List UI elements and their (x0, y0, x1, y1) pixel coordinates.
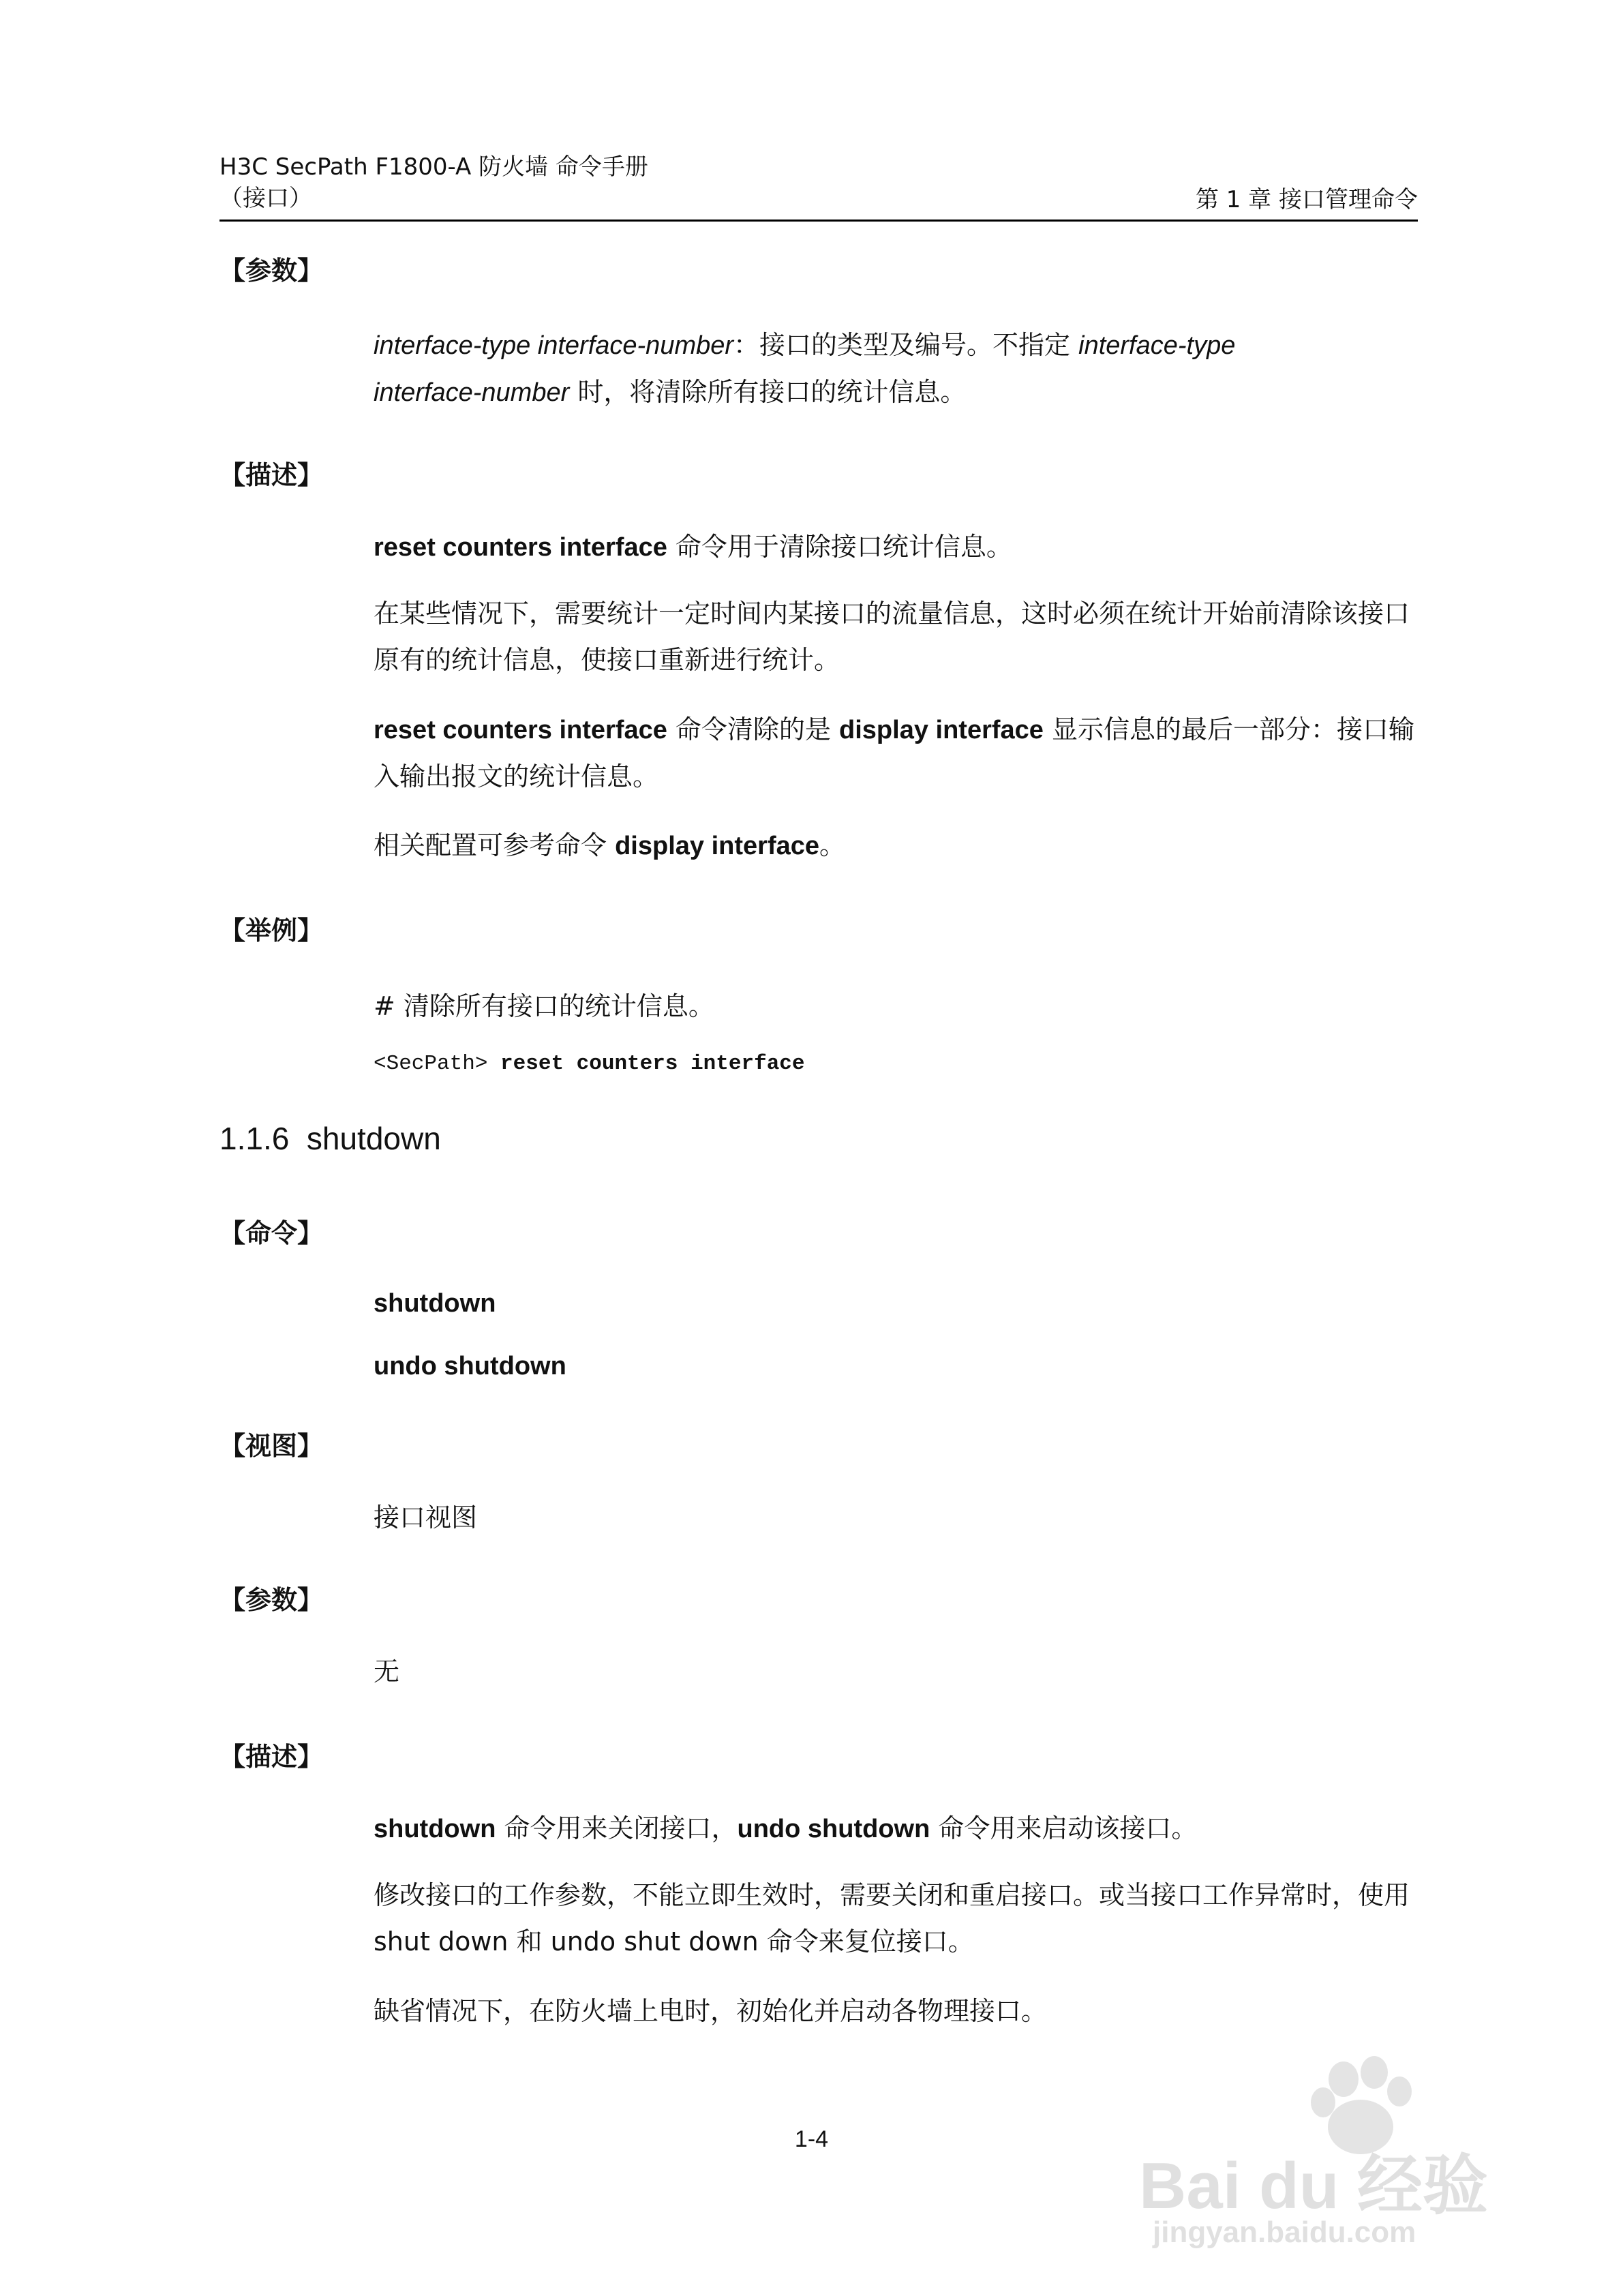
manual-subtitle: （接口） (219, 185, 312, 212)
watermark-logo (1139, 2052, 1562, 2256)
command-keyword: undo shutdown (737, 1815, 930, 1843)
command-keyword: display interface (615, 832, 819, 860)
chapter-title: 第 1 章 接口管理命令 (1195, 186, 1418, 213)
subsection-heading (219, 1118, 441, 1159)
command-keyword: reset counters interface (374, 716, 667, 744)
description-text: 命令用来关闭接口， (496, 1813, 738, 1843)
description-paragraph: 在某些情况下，需要统计一定时间内某接口的流量信息，这时必须在统计开始前清除该接口原有的统计信息，使接口重新进行统计。 (374, 599, 1410, 675)
example-comment: # 清除所有接口的统计信息。 (374, 991, 714, 1021)
param-name: interface-type (1078, 331, 1236, 360)
cli-prompt: <SecPath> (374, 1052, 501, 1076)
section-label-description: 【描述】 (219, 1742, 324, 1772)
description-paragraph (374, 822, 1418, 869)
section-label-view: 【视图】 (219, 1431, 324, 1461)
section-label-description: 【描述】 (219, 460, 324, 490)
subsection-title: shutdown (306, 1121, 441, 1156)
subsection-number: 1.1.6 (219, 1121, 290, 1156)
param-name: interface-number (374, 378, 570, 407)
description-text: 命令清除的是 (667, 714, 840, 744)
param-name: interface-type interface-number (374, 331, 734, 360)
params-text: 无 (374, 1657, 400, 1687)
description-paragraph: 修改接口的工作参数，不能立即生效时，需要关闭和重启接口。或当接口工作异常时，使用 shut down 和 undo shut down 命令来复位接口。 (374, 1880, 1410, 1957)
manual-title: H3C SecPath F1800-A 防火墙 命令手册 (219, 153, 648, 181)
command-syntax: shutdown (374, 1289, 496, 1318)
param-text: 时，将清除所有接口的统计信息。 (569, 377, 967, 407)
command-keyword: reset counters interface (374, 533, 667, 562)
watermark-brand: Bai du 经验 (1139, 2149, 1489, 2222)
example-code (374, 1050, 805, 1078)
description-paragraph (374, 706, 1418, 800)
header-rule (219, 220, 1418, 222)
cli-command: reset counters interface (500, 1052, 805, 1076)
description-text: 命令用来启动该接口。 (930, 1813, 1198, 1843)
description-paragraph (374, 1805, 1418, 1852)
description-paragraph: 缺省情况下，在防火墙上电时，初始化并启动各物理接口。 (374, 1996, 1048, 2026)
page-number: 1-4 (794, 2126, 829, 2152)
watermark-url: jingyan.baidu.com (1153, 2216, 1416, 2249)
section-label-command: 【命令】 (219, 1218, 324, 1248)
view-text: 接口视图 (374, 1502, 478, 1532)
description-text: 命令用于清除接口统计信息。 (667, 532, 1012, 562)
command-keyword: shutdown (374, 1815, 496, 1843)
description-text: 。 (819, 830, 846, 860)
params-paragraph (374, 322, 1418, 416)
description-text: 显示信息的最后一部分：接口输入输出报文的统计信息。 (374, 714, 1415, 791)
command-syntax: undo shutdown (374, 1352, 566, 1380)
description-text: 相关配置可参考命令 (374, 830, 616, 860)
description-paragraph (374, 524, 1418, 571)
section-label-params: 【参数】 (219, 1585, 324, 1615)
page-header (219, 151, 1418, 214)
command-keyword: display interface (839, 716, 1044, 744)
section-label-params: 【参数】 (219, 256, 324, 286)
param-text: ：接口的类型及编号。不指定 (733, 330, 1079, 360)
section-label-example: 【举例】 (219, 916, 324, 946)
